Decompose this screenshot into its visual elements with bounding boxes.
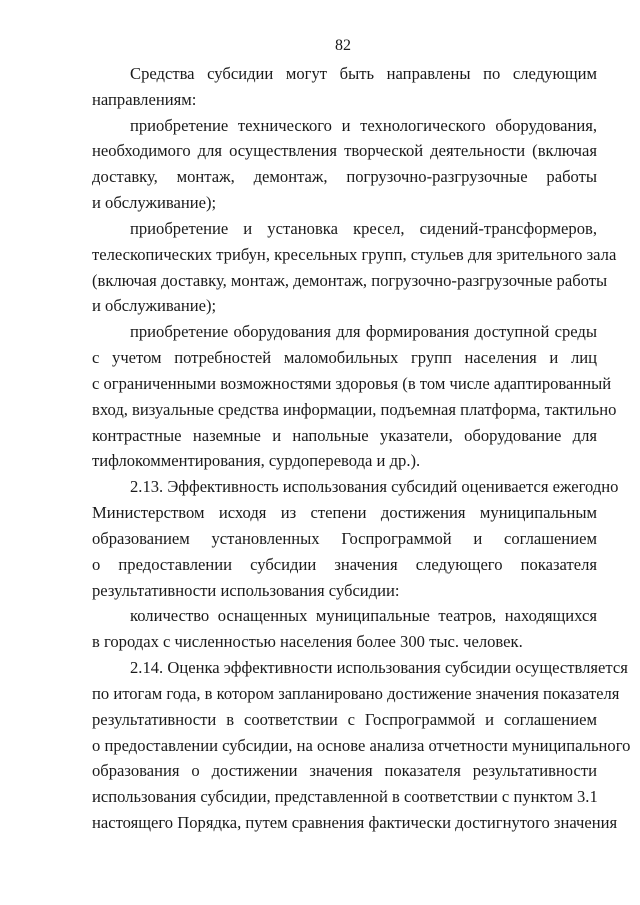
- text-line: приобретение и установка кресел, сидений-трансформеров,: [130, 218, 597, 238]
- text-line: о предоставлении субсидии значения следующего показателя: [92, 554, 597, 574]
- text-line: приобретение технического и технологического оборудования,: [130, 115, 597, 135]
- text-line: результативности использования субсидии:: [92, 580, 400, 600]
- text-line: контрастные наземные и напольные указатели, оборудование для: [92, 425, 597, 445]
- paragraph: [92, 319, 617, 474]
- text-line: по итогам года, в котором запланировано достижение значения показателя: [92, 683, 620, 703]
- text-line: результативности в соответствии с Госпрограммой и соглашением: [92, 709, 597, 729]
- text-line: количество оснащенных муниципальные театров, находящихся: [130, 606, 597, 626]
- text-line: (включая доставку, монтаж, демонтаж, погрузочно-разгрузочные работы: [92, 270, 608, 290]
- text-line: в городах с численностью населения более 300 тыс. человек.: [92, 632, 523, 652]
- paragraph: [92, 61, 597, 113]
- paragraph: [92, 216, 617, 319]
- text-line: Министерством исходя из степени достижения муниципальным: [92, 503, 597, 523]
- text-line: с ограниченными возможностями здоровья (в том числе адаптированный: [92, 373, 612, 393]
- paragraph: [92, 655, 631, 836]
- text-line: телескопических трибун, кресельных групп, стульев для зрительного зала: [92, 244, 617, 264]
- text-line: 2.14. Оценка эффективности использования субсидии осуществляется: [130, 658, 628, 678]
- paragraph: [92, 603, 597, 655]
- text-line: о предоставлении субсидии, на основе анализа отчетности муниципального: [92, 735, 631, 755]
- paragraph: [92, 474, 619, 603]
- text-line: настоящего Порядка, путем сравнения фактически достигнутого значения: [92, 813, 618, 833]
- text-line: доставку, монтаж, демонтаж, погрузочно-разгрузочные работы: [92, 167, 597, 187]
- text-line: использования субсидии, представленной в соответствии с пунктом 3.1: [92, 787, 598, 807]
- text-line: вход, визуальные средства информации, подъемная платформа, тактильно: [92, 399, 617, 419]
- text-line: с учетом потребностей маломобильных групп населения и лиц: [92, 348, 597, 368]
- text-line: 2.13. Эффективность использования субсидий оценивается ежегодно: [130, 477, 619, 497]
- paragraph: [92, 113, 597, 216]
- text-line: приобретение оборудования для формирования доступной среды: [130, 322, 597, 342]
- document-body: [92, 61, 631, 836]
- text-line: тифлокомментирования, сурдоперевода и др.).: [92, 451, 421, 471]
- text-line: Средства субсидии могут быть направлены по следующим: [130, 64, 597, 83]
- text-line: и обслуживание);: [92, 193, 217, 213]
- page-number: 82: [335, 37, 351, 54]
- text-line: образованием установленных Госпрограммой и соглашением: [92, 528, 597, 548]
- text-line: необходимого для осуществления творческой деятельности (включая: [92, 141, 597, 161]
- text-line: образования о достижении значения показателя результативности: [92, 761, 597, 781]
- text-line: направлениям:: [92, 89, 197, 109]
- text-line: и обслуживание);: [92, 296, 217, 316]
